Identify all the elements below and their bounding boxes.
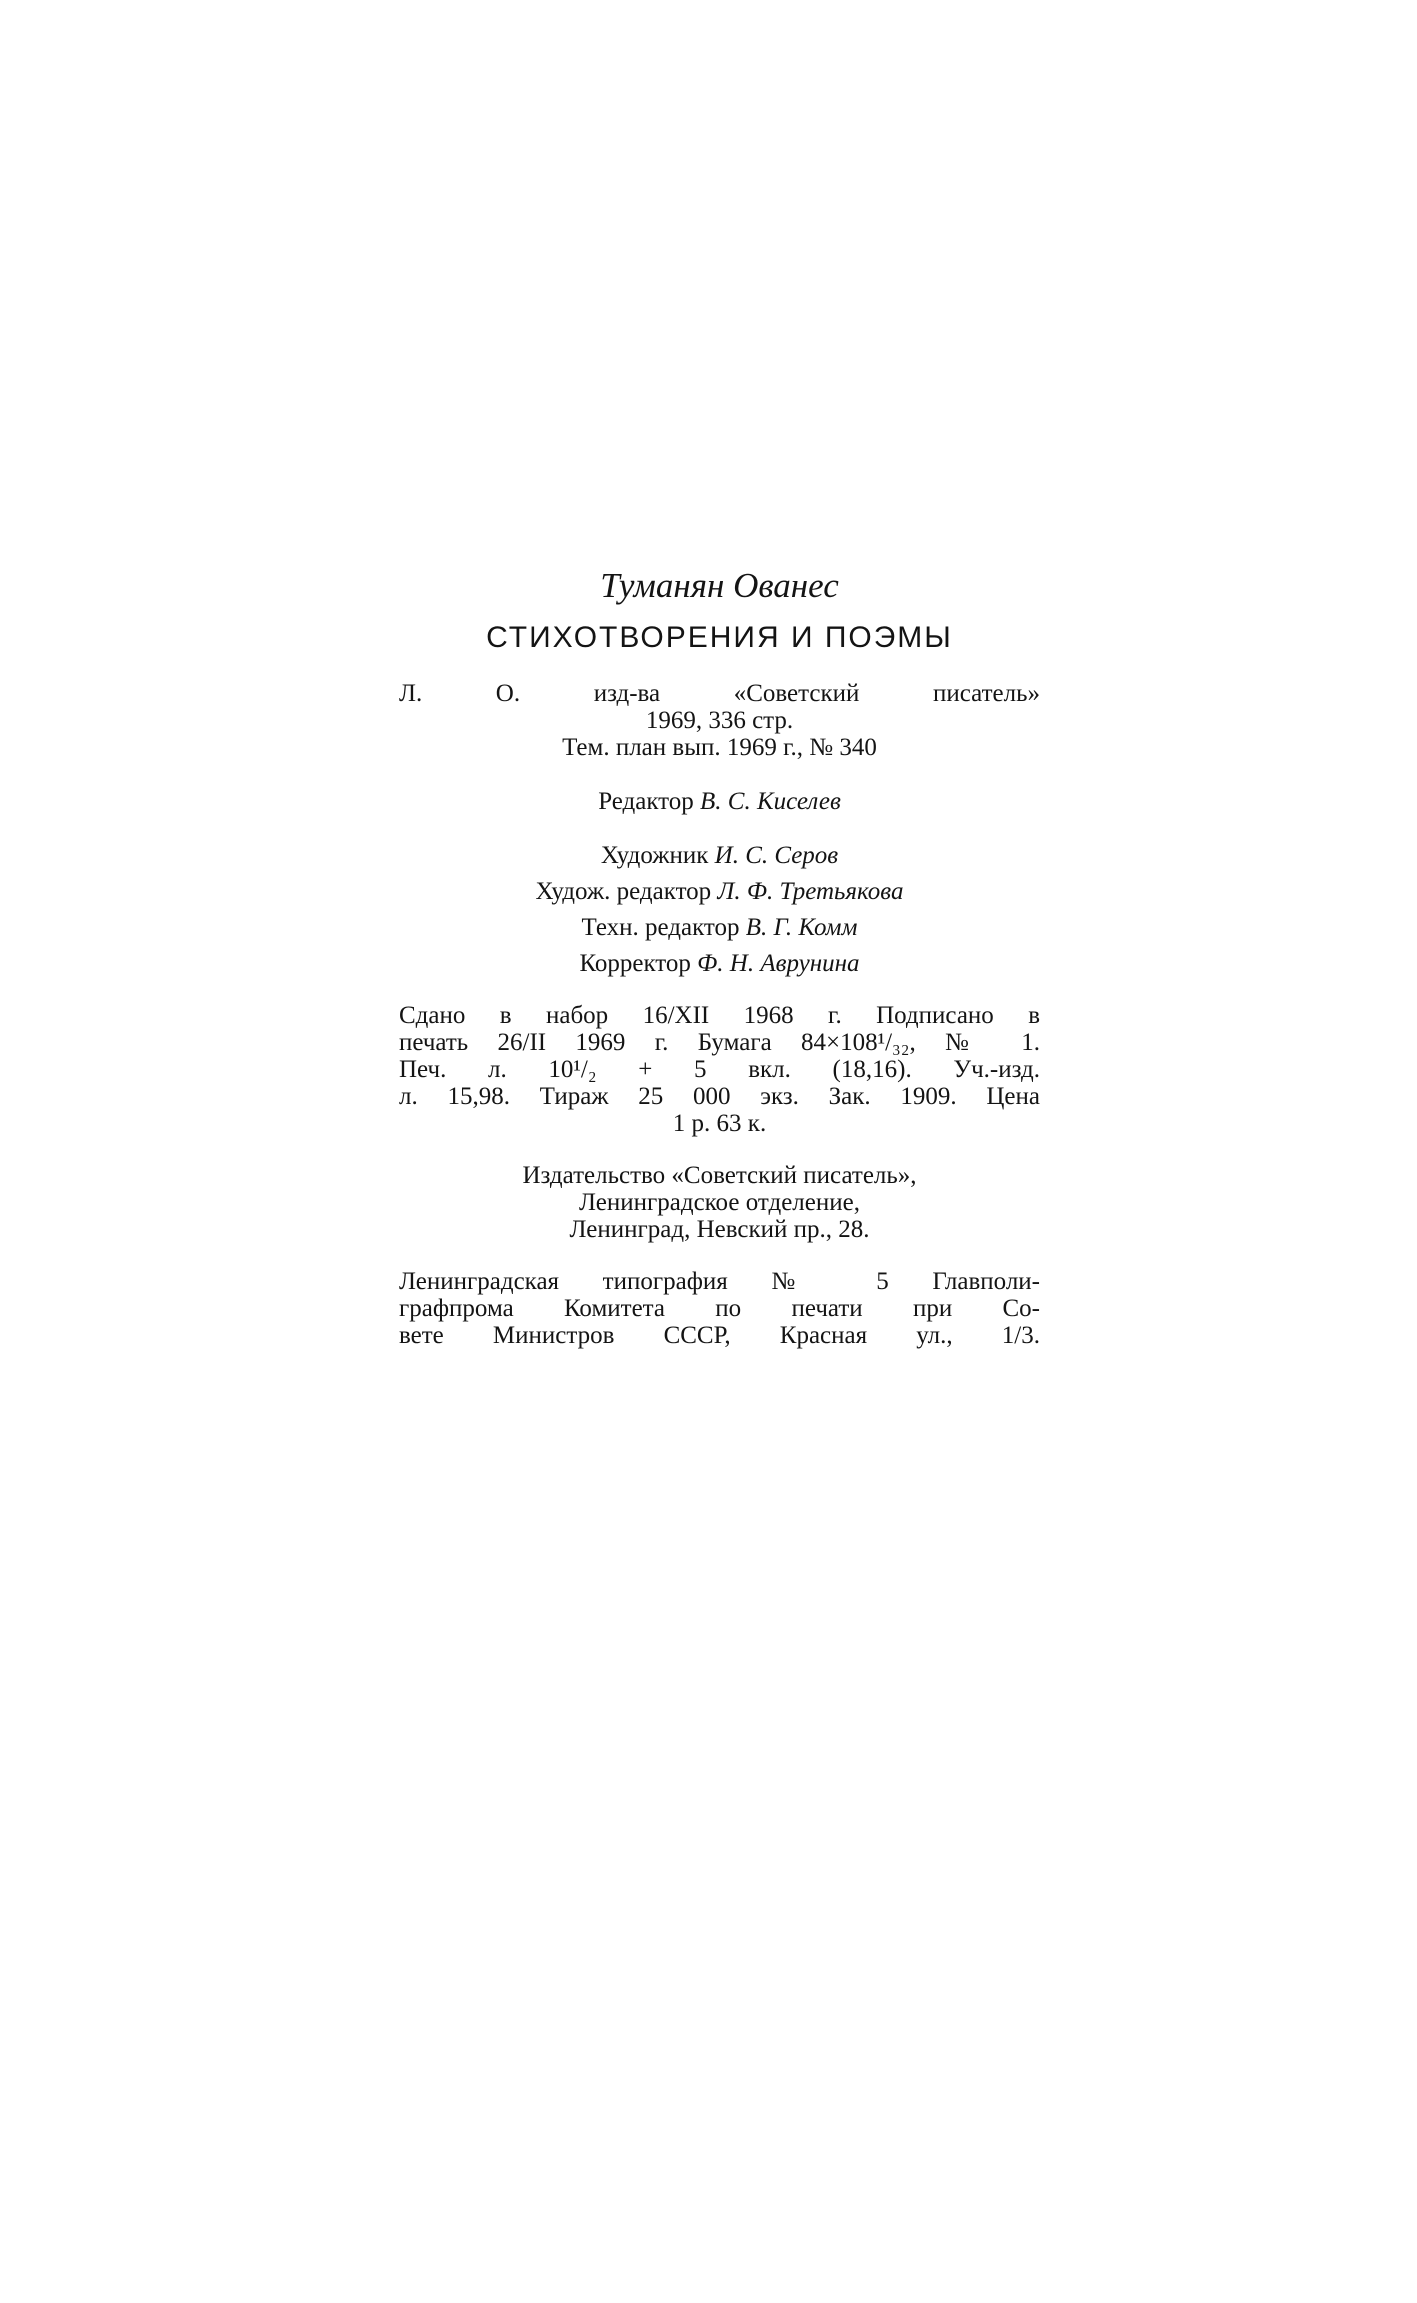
printing-line: Печ. л. 10¹/₂ + 5 вкл. (18,16). Уч.-изд.: [399, 1056, 1040, 1083]
publication-line: Тем. план вып. 1969 г., № 340: [562, 734, 877, 761]
printer-info: [399, 1268, 1040, 1349]
credit-name: Ф. Н. Аврунина: [697, 950, 860, 977]
price-line: 1 р. 63 к.: [672, 1110, 767, 1137]
credit-line: [399, 838, 1040, 874]
credits-list: [399, 838, 1040, 982]
credit-role: Худож. редактор: [535, 878, 712, 905]
publication-info: [399, 680, 1040, 761]
credit-line: [399, 874, 1040, 910]
author-name: Туманян Ованес: [600, 566, 839, 605]
publication-line: 1969, 336 стр.: [645, 707, 794, 734]
publisher-line: Издательство «Советский писатель»,: [522, 1162, 917, 1189]
printing-line: л. 15,98. Тираж 25 000 экз. Зак. 1909. Цена: [399, 1083, 1040, 1110]
printing-line: печать 26/II 1969 г. Бумага 84×108¹/₃₂, № 1.: [399, 1029, 1040, 1056]
publication-line: Л. О. изд-ва «Советский писатель»: [399, 680, 1040, 707]
credit-role: Художник: [600, 842, 709, 869]
credit-role: Техн. редактор: [581, 914, 740, 941]
printer-line: Ленинградская типография № 5 Главполи-: [399, 1268, 1040, 1295]
printing-line: Сдано в набор 16/XII 1968 г. Подписано в: [399, 1002, 1040, 1029]
publisher-info: [399, 1162, 1040, 1243]
printer-line: графпрома Комитета по печати при Со-: [399, 1295, 1040, 1322]
credit-name: В. С. Киселев: [700, 788, 841, 815]
printer-line: вете Министров СССР, Красная ул., 1/3.: [399, 1322, 1040, 1349]
publisher-line: Ленинград, Невский пр., 28.: [569, 1216, 870, 1243]
editor-credit: [399, 784, 1040, 820]
credit-name: И. С. Серов: [714, 842, 839, 869]
credit-name: Л. Ф. Третьякова: [717, 878, 904, 905]
printing-details: [399, 1002, 1040, 1137]
credit-role: Корректор: [579, 950, 691, 977]
book-title: СТИХОТВОРЕНИЯ И ПОЭМЫ: [486, 621, 953, 654]
credit-name: В. Г. Комм: [745, 914, 858, 941]
credit-role: Редактор: [598, 788, 694, 815]
credit-line: [399, 910, 1040, 946]
publisher-line: Ленинградское отделение,: [579, 1189, 860, 1216]
credit-line: [399, 946, 1040, 982]
